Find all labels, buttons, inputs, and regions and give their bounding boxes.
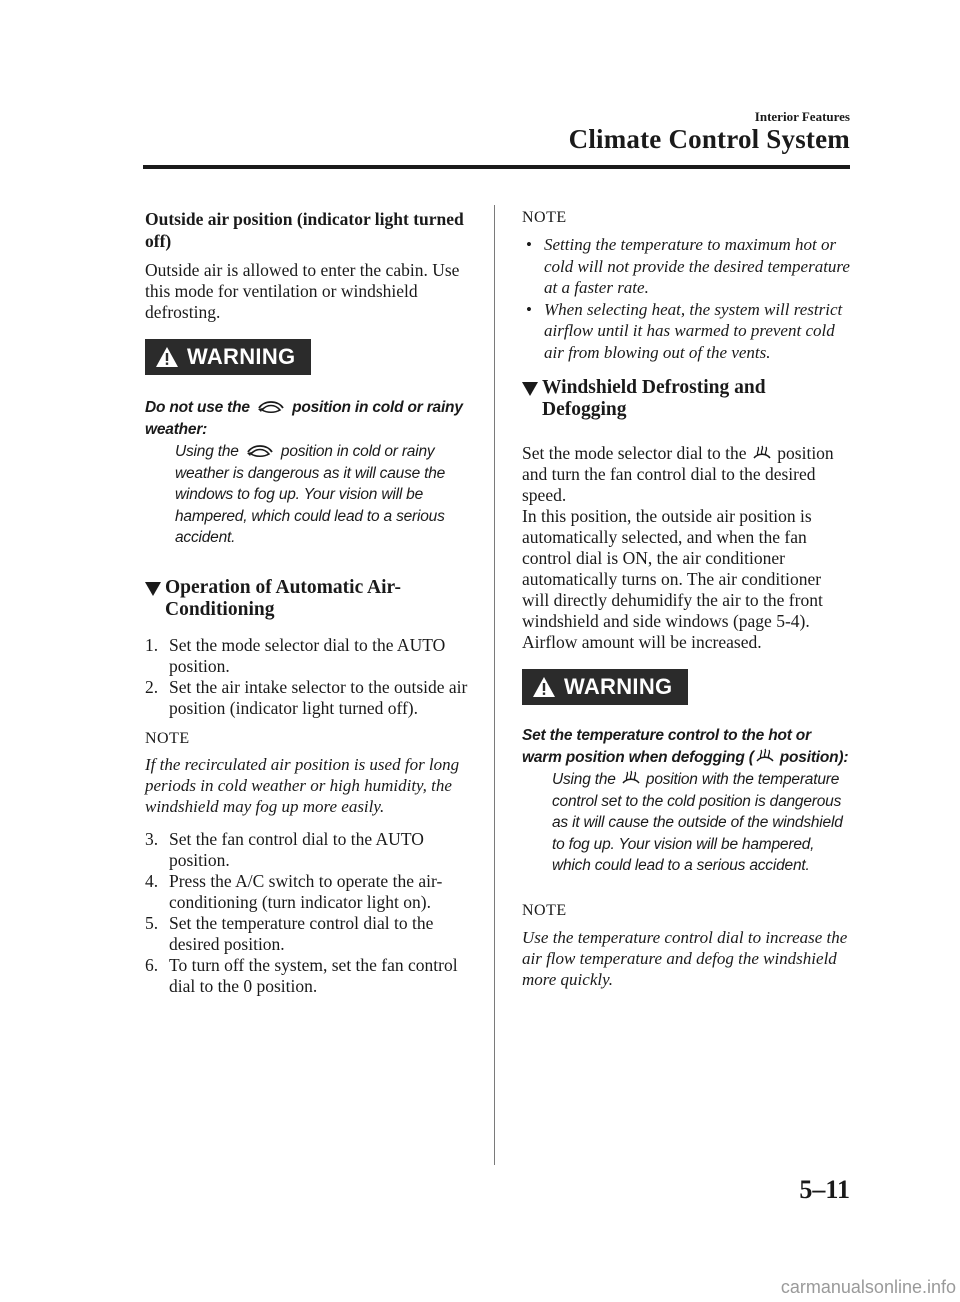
section-triangle-icon [522,382,538,396]
note-label: NOTE [522,901,567,919]
defrost-body-c: In this position, the outside air position is automatically selected, and when the fan control dial is ON, the air conditioner automatically turns on. The air conditioner will directly dehumidify the air to the front windshield and side windows (page 5-4). Airflow amount will be increased. [522,506,823,652]
note-text: Use the temperature control dial to increase the air flow temperature and defog the windshield more quickly. [522,927,848,989]
step-text: Set the mode selector dial to the AUTO position. [169,634,446,676]
recirculated-air-icon [256,399,286,415]
defrost-heading [522,377,852,421]
recirculated-air-icon [245,443,275,459]
warning-1-body-b: position in cold or rainy weather is dangerous as it will cause the windows to fog up. Your vision will be hampered, which could lead to a serious accident. [175,443,446,546]
column-divider [494,205,495,1165]
step-text: Set the air intake selector to the outside air position (indicator light turned off). [169,676,468,718]
warning-2-body-a: Using the [552,771,616,788]
header-section: Interior Features [754,109,850,124]
step-number: 2. [145,676,159,697]
step-text: Set the fan control dial to the AUTO position. [169,828,424,870]
warning-2-heading-a: Set the temperature control to the hot or warm position when defogging ( [522,727,811,766]
windshield-defroster-icon [622,770,640,786]
warning-2-heading [522,725,852,769]
auto-ac-heading-line2: Conditioning [165,598,275,620]
outside-air-heading: Outside air position (indicator light turned off) [145,209,464,251]
defrost-heading-line1: Windshield Defrosting and [542,377,766,398]
step-number: 1. [145,634,159,655]
steps-list-b [145,829,470,997]
right-column [522,208,852,990]
windshield-defroster-icon [756,748,774,764]
warning-2-body [522,769,852,877]
list-item [145,677,470,719]
step-text: Press the A/C switch to operate the air-conditioning (turn indicator light on). [169,870,443,912]
warning-1-heading-a: Do not use the [145,399,250,416]
section-triangle-icon [145,582,161,596]
note-label: NOTE [145,729,190,747]
note-bullets [522,234,852,363]
list-item: • When selecting heat, the system will restrict airflow until it has warmed to prevent cold air from blowing out of the vents. [522,299,852,364]
steps-list-a [145,635,470,719]
warning-2-body-b: position with the temperature control set to the cold position is dangerous as it will cause the outside of the windshield to fog up. Your vision will be hampered, which could lead to a serious accident. [552,771,843,874]
step-number: 3. [145,828,159,849]
bullet-text: When selecting heat, the system will restrict airflow until it has warmed to prevent cold air from blowing out of the vents. [544,299,843,362]
note-label: NOTE [522,209,567,226]
defrost-body [522,443,852,506]
warning-label: WARNING [187,344,296,369]
list-item [145,871,470,913]
watermark: carmanualsonline.info [780,1277,956,1297]
step-text: To turn off the system, set the fan control dial to the 0 position. [169,954,458,996]
warning-triangle-icon [532,676,556,698]
list-item [145,955,470,997]
defrost-heading-line2: Defogging [542,399,627,420]
page-number: 5–11 [799,1175,850,1204]
warning-badge [522,669,688,705]
warning-badge [145,339,311,375]
note-text: If the recirculated air position is used for long periods in cold weather or high humidity, the windshield may fog up more easily. [145,754,460,816]
step-number: 6. [145,954,159,975]
list-item [145,635,470,677]
step-text: Set the temperature control dial to the desired position. [169,912,434,954]
defrost-body-b: position and turn the fan control dial to the desired speed. [522,443,834,505]
auto-ac-heading-line1: Operation of Automatic Air- [165,576,401,598]
windshield-defroster-icon [753,445,771,461]
warning-1-heading [145,397,470,441]
list-item [145,913,470,955]
defrost-body-a: Set the mode selector dial to the [522,443,747,463]
warning-1-body [145,441,470,549]
auto-ac-heading [145,577,470,621]
step-number: 4. [145,870,159,891]
page-title: Climate Control System [568,124,850,154]
step-number: 5. [145,912,159,933]
header-rule [143,165,850,169]
warning-label: WARNING [564,674,673,699]
left-column [145,208,470,997]
warning-2-heading-b: position): [779,749,849,766]
warning-1-body-a: Using the [175,443,239,460]
warning-1-heading-b: position in cold or rainy weather: [145,399,463,438]
warning-triangle-icon [155,346,179,368]
list-item [145,829,470,871]
bullet-text: Setting the temperature to maximum hot or cold will not provide the desired temperature at a faster rate. [544,235,850,297]
list-item: • Setting the temperature to maximum hot or cold will not provide the desired temperature at a faster rate. [522,234,852,299]
outside-air-body: Outside air is allowed to enter the cabin. Use this mode for ventilation or windshield defrosting. [145,260,460,322]
